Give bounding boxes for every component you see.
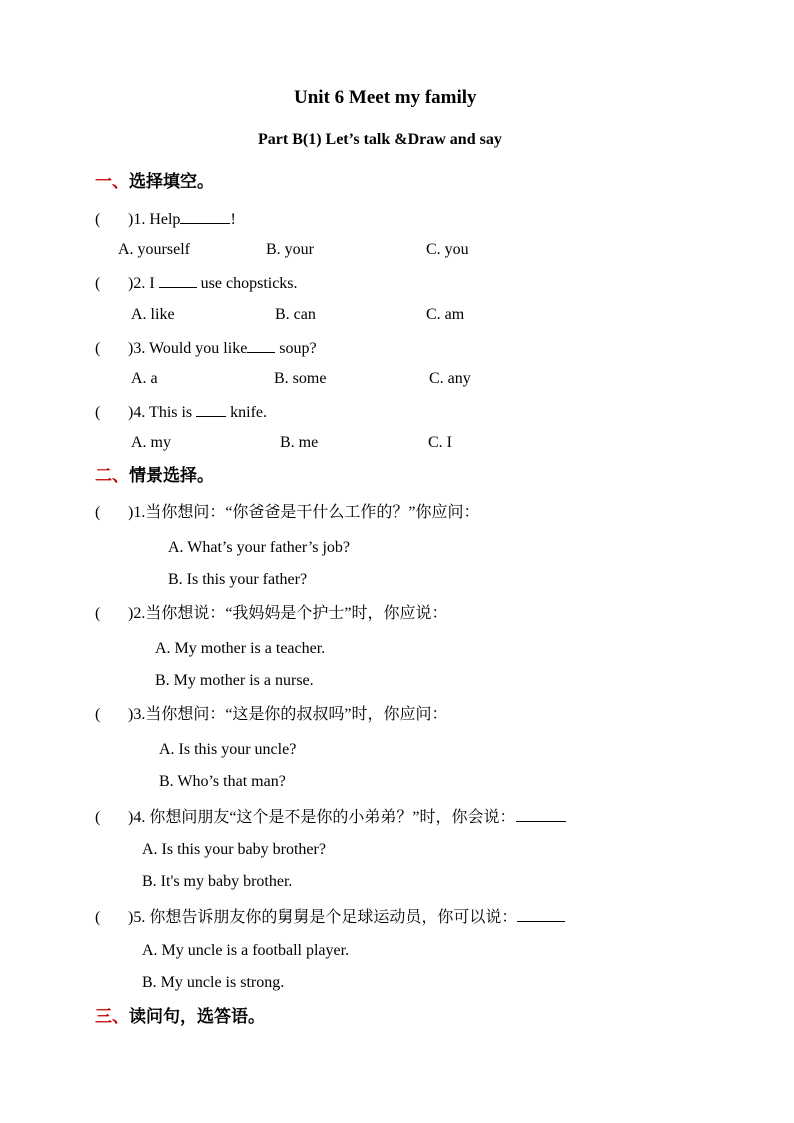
answer-paren[interactable]: (: [95, 504, 101, 521]
s2-q4-option-a: A. Is this your baby brother?: [142, 841, 326, 858]
question-stem: )4. 你想问朋友“这个是不是你的小弟弟？”时，你会说：: [128, 809, 516, 826]
section-2-heading: [95, 466, 214, 486]
section-1-label: 选择填空。: [129, 172, 214, 191]
s2-q1-option-b: B. Is this your father?: [168, 571, 308, 588]
s1-question-2: [95, 272, 298, 294]
s1-question-3: [95, 337, 317, 359]
s2-question-2: [95, 604, 448, 624]
answer-paren[interactable]: (: [95, 211, 101, 228]
s2-q2-option-b: B. My mother is a nurse.: [155, 672, 314, 689]
section-1-heading: [95, 172, 214, 192]
answer-paren[interactable]: (: [95, 809, 101, 826]
page-title: Unit 6 Meet my family: [294, 87, 477, 108]
s2-question-4: [95, 806, 566, 828]
s2-q4-option-b: B. It's my baby brother.: [142, 873, 293, 890]
s1-q3-option-c: C. any: [429, 370, 471, 387]
s1-q3-option-a: A. a: [131, 370, 158, 387]
section-2-label: 情景选择。: [129, 466, 214, 485]
s1-q1-option-b: B. your: [266, 241, 314, 258]
answer-paren[interactable]: (: [95, 605, 101, 622]
question-stem: )2.当你想说：“我妈妈是个护士”时，你应说：: [128, 605, 448, 622]
answer-blank[interactable]: [196, 401, 226, 417]
answer-paren[interactable]: (: [95, 340, 101, 357]
s1-q2-option-b: B. can: [275, 306, 316, 323]
s2-q2-option-a: A. My mother is a teacher.: [155, 640, 326, 657]
section-3-number: 三、: [95, 1007, 129, 1026]
s2-q1-option-a: A. What’s your father’s job?: [168, 539, 351, 556]
answer-paren[interactable]: (: [95, 275, 101, 292]
s1-q2-option-c: C. am: [426, 306, 465, 323]
section-1-number: 一、: [95, 172, 129, 191]
s1-question-4: [95, 401, 267, 423]
answer-blank[interactable]: [516, 806, 566, 822]
s2-question-5: [95, 906, 565, 928]
question-stem: )1. Help: [128, 211, 181, 228]
s1-q4-option-b: B. me: [280, 434, 319, 451]
s2-question-3: [95, 705, 448, 725]
answer-paren[interactable]: (: [95, 706, 101, 723]
answer-blank[interactable]: [159, 272, 197, 288]
s1-q3-option-b: B. some: [274, 370, 327, 387]
section-3-heading: [95, 1007, 265, 1027]
question-stem: )4. This is: [128, 404, 197, 421]
s1-q4-option-c: C. I: [428, 434, 452, 451]
section-2-number: 二、: [95, 466, 129, 485]
s2-q5-option-b: B. My uncle is strong.: [142, 974, 285, 991]
question-stem-end: !: [230, 211, 236, 228]
question-stem: )3.当你想问：“这是你的叔叔吗”时，你应问：: [128, 706, 448, 723]
question-stem-end: use chopsticks.: [196, 275, 298, 292]
s2-q3-option-b: B. Who’s that man?: [159, 773, 286, 790]
question-stem: )2. I: [128, 275, 159, 292]
answer-blank[interactable]: [247, 337, 275, 353]
answer-blank[interactable]: [180, 208, 230, 224]
question-stem: )5. 你想告诉朋友你的舅舅是个足球运动员，你可以说：: [128, 909, 518, 926]
answer-blank[interactable]: [517, 906, 565, 922]
page-subtitle: Part B(1) Let’s talk &Draw and say: [258, 131, 502, 148]
s1-q1-option-a: A. yourself: [118, 241, 190, 258]
s1-q2-option-a: A. like: [131, 306, 175, 323]
s1-q4-option-a: A. my: [131, 434, 171, 451]
s2-q5-option-a: A. My uncle is a football player.: [142, 942, 350, 959]
section-3-label: 读问句，选答语。: [129, 1007, 265, 1026]
question-stem-end: knife.: [226, 404, 268, 421]
question-stem-end: soup?: [275, 340, 317, 357]
s2-q3-option-a: A. Is this your uncle?: [159, 741, 297, 758]
s1-q1-option-c: C. you: [426, 241, 469, 258]
answer-paren[interactable]: (: [95, 404, 101, 421]
s1-question-1: [95, 208, 236, 230]
question-stem: )1.当你想问：“你爸爸是干什么工作的？”你应问：: [128, 504, 480, 521]
question-stem: )3. Would you like: [128, 340, 248, 357]
answer-paren[interactable]: (: [95, 909, 101, 926]
s2-question-1: [95, 503, 480, 523]
